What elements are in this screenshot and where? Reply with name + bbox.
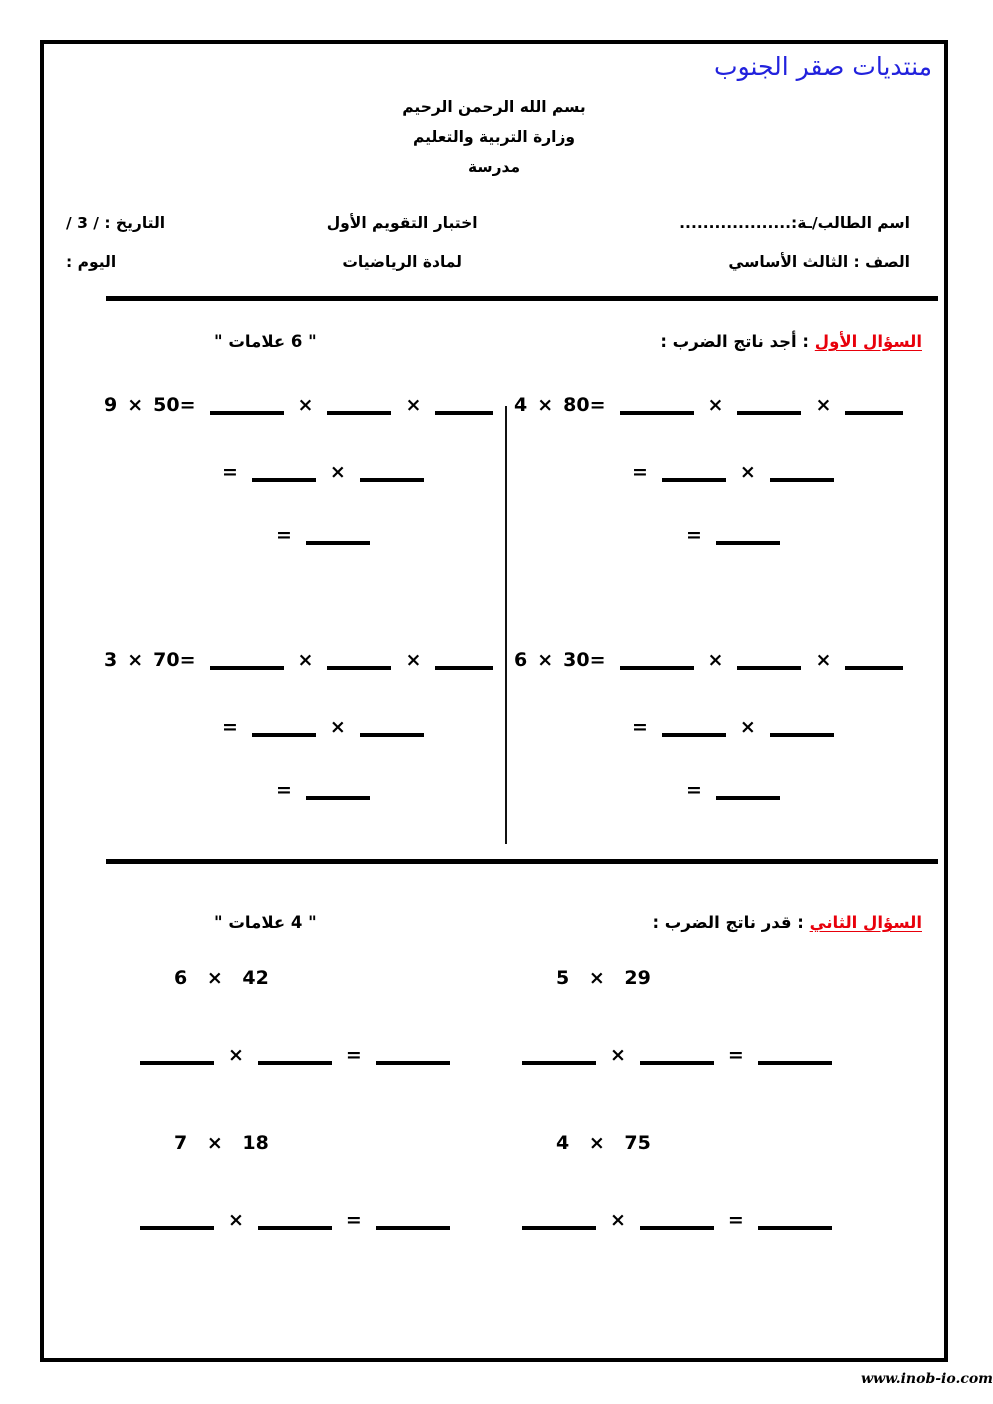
date-info-column [66, 204, 165, 282]
q2-problem-3-answer-line [518, 1211, 918, 1230]
problem-1-equals-3: = [686, 524, 702, 546]
multiply-icon: × [127, 649, 144, 671]
problem-4-equals-3: = [276, 779, 292, 801]
answer-blank[interactable] [770, 733, 834, 737]
answer-blank[interactable] [360, 478, 424, 482]
q2-problem-1-equals: = [727, 1044, 744, 1066]
q2-problem-1-operand-b: 29 [624, 967, 651, 989]
multiply-icon: × [739, 716, 756, 738]
answer-blank[interactable] [210, 411, 284, 415]
problem-2-line-2 [96, 463, 526, 482]
problem-3-equals: = [589, 649, 606, 671]
multiply-icon: × [707, 394, 724, 416]
problem-1-equals-2: = [632, 461, 648, 483]
answer-blank[interactable] [770, 478, 834, 482]
problem-1-equals: = [589, 394, 606, 416]
question2-problem-2 [136, 969, 536, 1065]
answer-blank[interactable] [306, 541, 370, 545]
problem-2-line-3 [96, 526, 526, 545]
problem-4-line-1 [96, 651, 526, 670]
student-info-column [679, 204, 910, 282]
multiply-icon: × [228, 1044, 244, 1066]
q2-problem-4-answer-line [136, 1211, 536, 1230]
answer-blank[interactable] [435, 411, 493, 415]
question1-problem-4 [96, 651, 526, 800]
answer-blank[interactable] [620, 411, 694, 415]
multiply-icon: × [707, 649, 724, 671]
question2-grid [44, 969, 944, 1349]
problem-1-line-1 [506, 396, 936, 415]
document-header [44, 92, 944, 182]
answer-blank[interactable] [662, 733, 726, 737]
problem-1-line-2 [506, 463, 936, 482]
multiply-icon: × [405, 649, 422, 671]
answer-blank[interactable] [306, 796, 370, 800]
answer-blank[interactable] [140, 1061, 214, 1065]
multiply-icon: × [297, 394, 314, 416]
answer-blank[interactable] [360, 733, 424, 737]
problem-3-equals-2: = [632, 716, 648, 738]
grade-label: الصف : الثالث الأساسي [728, 253, 910, 271]
multiply-icon: × [739, 461, 756, 483]
problem-2-equals-3: = [276, 524, 292, 546]
q2-problem-2-operand-b: 42 [242, 967, 269, 989]
question1-label-rest: : أجد ناتج الضرب : [660, 332, 815, 351]
problem-2-operand-b: 50 [153, 394, 180, 416]
q2-problem-4-operand-b: 18 [242, 1132, 269, 1154]
problem-2-line-1 [96, 396, 526, 415]
q2-problem-2-answer-line [136, 1046, 536, 1065]
multiply-icon: × [228, 1209, 244, 1231]
answer-blank[interactable] [758, 1226, 832, 1230]
multiply-icon: × [815, 394, 832, 416]
multiply-icon: × [329, 461, 346, 483]
problem-2-operand-a: 9 [104, 394, 118, 416]
multiply-icon: × [297, 649, 314, 671]
question1-grid [44, 396, 944, 846]
q2-problem-1-expression [518, 969, 918, 988]
answer-blank[interactable] [252, 733, 316, 737]
problem-1-operand-a: 4 [514, 394, 528, 416]
question2-problem-3 [518, 1134, 918, 1230]
answer-blank[interactable] [620, 666, 694, 670]
answer-blank[interactable] [845, 666, 903, 670]
multiply-icon: × [588, 967, 605, 989]
answer-blank[interactable] [737, 666, 801, 670]
answer-blank[interactable] [662, 478, 726, 482]
multiply-icon: × [206, 1132, 223, 1154]
exam-title-column [327, 204, 478, 282]
problem-3-line-1 [506, 651, 936, 670]
multiply-icon: × [610, 1209, 626, 1231]
question2-problem-4 [136, 1134, 536, 1230]
day-field[interactable]: اليوم : [66, 253, 117, 271]
question1-problem-2 [96, 396, 526, 545]
problem-3-operand-b: 30 [563, 649, 590, 671]
q2-problem-3-equals: = [727, 1209, 744, 1231]
q2-problem-1-answer-line [518, 1046, 918, 1065]
question2-marks: " 4 علامات " [214, 913, 317, 932]
problem-1-line-3 [506, 526, 936, 545]
answer-blank[interactable] [252, 478, 316, 482]
multiply-icon: × [206, 967, 223, 989]
multiply-icon: × [537, 394, 554, 416]
question2-title-row [44, 913, 944, 932]
problem-4-operand-b: 70 [153, 649, 180, 671]
question1-title-row [44, 332, 944, 351]
answer-blank[interactable] [327, 666, 391, 670]
answer-blank[interactable] [716, 796, 780, 800]
q2-problem-3-operand-a: 4 [556, 1132, 570, 1154]
problem-2-equals-2: = [222, 461, 238, 483]
question1-label-red: السؤال الأول [814, 332, 922, 351]
answer-blank[interactable] [258, 1061, 332, 1065]
q2-problem-2-expression [136, 969, 536, 988]
answer-blank[interactable] [845, 411, 903, 415]
page-footer [0, 1368, 993, 1387]
answer-blank[interactable] [327, 411, 391, 415]
multiply-icon: × [329, 716, 346, 738]
subject-label: لمادة الرياضيات [342, 253, 462, 271]
problem-1-operand-b: 80 [563, 394, 590, 416]
q2-problem-1-operand-a: 5 [556, 967, 570, 989]
answer-blank[interactable] [640, 1061, 714, 1065]
date-field[interactable]: التاريخ : / 3 / [66, 214, 166, 232]
worksheet-page-frame [40, 40, 948, 1362]
problem-3-line-3 [506, 781, 936, 800]
answer-blank[interactable] [435, 666, 493, 670]
question2-label-red: السؤال الثاني [809, 913, 922, 932]
q2-problem-2-equals: = [345, 1044, 362, 1066]
answer-blank[interactable] [258, 1226, 332, 1230]
multiply-icon: × [537, 649, 554, 671]
problem-4-line-2 [96, 718, 526, 737]
q2-problem-2-operand-a: 6 [174, 967, 188, 989]
question1-problem-3 [506, 651, 936, 800]
source-website-url: www.inob-io.com [860, 1371, 993, 1387]
student-name-field[interactable]: اسم الطالب/ـة:................... [679, 214, 910, 232]
answer-blank[interactable] [210, 666, 284, 670]
q2-problem-4-expression [136, 1134, 536, 1153]
problem-4-line-3 [96, 781, 526, 800]
basmala-line: بسم الله الرحمن الرحيم [402, 98, 586, 116]
forum-watermark: منتديات صقر الجنوب [714, 52, 932, 81]
school-line: مدرسة [467, 158, 521, 176]
q2-problem-4-equals: = [345, 1209, 362, 1231]
question1-label [660, 332, 922, 351]
answer-blank[interactable] [737, 411, 801, 415]
question-section-divider-rule [106, 859, 938, 864]
problem-3-line-2 [506, 718, 936, 737]
multiply-icon: × [127, 394, 144, 416]
answer-blank[interactable] [140, 1226, 214, 1230]
multiply-icon: × [405, 394, 422, 416]
answer-blank[interactable] [376, 1061, 450, 1065]
question1-problem-1 [506, 396, 936, 545]
q2-problem-4-operand-a: 7 [174, 1132, 188, 1154]
question2-label-rest: : قدر ناتج الضرب : [652, 913, 810, 932]
problem-4-operand-a: 3 [104, 649, 118, 671]
q2-problem-3-operand-b: 75 [624, 1132, 651, 1154]
exam-title: اختبار التقويم الأول [326, 214, 478, 232]
problem-3-equals-3: = [686, 779, 702, 801]
problem-3-operand-a: 6 [514, 649, 528, 671]
question1-marks: " 6 علامات " [214, 332, 317, 351]
ministry-line: وزارة التربية والتعليم [412, 128, 576, 146]
q2-problem-3-expression [518, 1134, 918, 1153]
multiply-icon: × [815, 649, 832, 671]
multiply-icon: × [610, 1044, 626, 1066]
problem-2-equals: = [179, 394, 196, 416]
exam-info-row [44, 204, 944, 282]
question2-problem-1 [518, 969, 918, 1065]
header-divider-rule [106, 296, 938, 301]
answer-blank[interactable] [758, 1061, 832, 1065]
question2-label [652, 913, 922, 932]
problem-4-equals-2: = [222, 716, 238, 738]
problem-4-equals: = [179, 649, 196, 671]
answer-blank[interactable] [376, 1226, 450, 1230]
answer-blank[interactable] [716, 541, 780, 545]
answer-blank[interactable] [640, 1226, 714, 1230]
multiply-icon: × [588, 1132, 605, 1154]
